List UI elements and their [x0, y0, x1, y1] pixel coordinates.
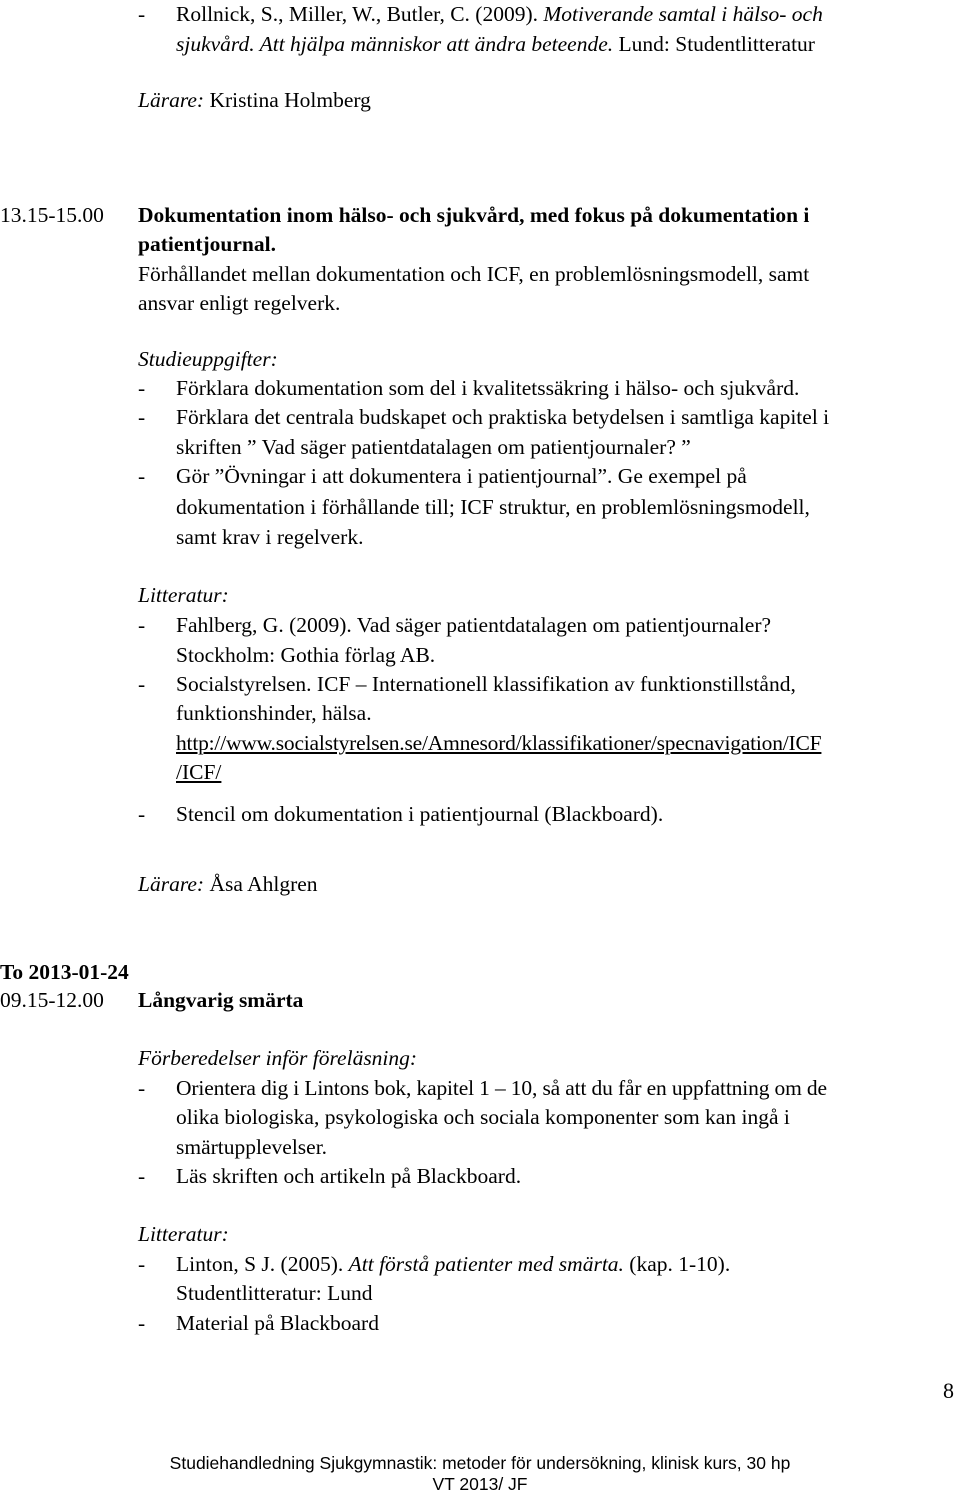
literature-item: Material på Blackboard — [176, 1311, 379, 1335]
list-dash: - — [138, 613, 146, 637]
task-item-cont: dokumentation i förhållande till; ICF struktur, en problemlösningsmodell, — [176, 495, 810, 519]
list-dash: - — [138, 464, 146, 488]
preparation-item-cont: olika biologiska, psykologiska och sociala komponenter som kan ingå i — [176, 1105, 790, 1129]
literature-item: Linton, S J. (2005). Att förstå patienter med smärta. (kap. 1-10). — [176, 1252, 731, 1276]
session-description-cont: ansvar enligt regelverk. — [138, 291, 341, 315]
list-dash: - — [138, 802, 146, 826]
footer-course-title: Studiehandledning Sjukgymnastik: metoder för undersökning, klinisk kurs, 30 hp — [169, 1453, 791, 1473]
preparation-item: Orientera dig i Lintons bok, kapitel 1 – 10, så att du får en uppfattning om de — [176, 1076, 827, 1100]
session-title-cont: patientjournal. — [138, 232, 276, 256]
list-dash: - — [138, 1076, 146, 1100]
study-tasks-heading: Studieuppgifter: — [138, 347, 278, 371]
literature-item-cont: Stockholm: Gothia förlag AB. — [176, 643, 436, 667]
preparation-item: Läs skriften och artikeln på Blackboard. — [176, 1164, 522, 1188]
literature-item: Stencil om dokumentation i patientjournal (Blackboard). — [176, 802, 664, 826]
preparation-item-cont: smärtupplevelser. — [176, 1135, 328, 1159]
list-dash: - — [138, 672, 146, 696]
task-item-cont: skriften ” Vad säger patientdatalagen om patientjournaler? ” — [176, 435, 691, 459]
list-dash: - — [138, 1252, 146, 1276]
socialstyrelsen-link[interactable]: http://www.socialstyrelsen.se/Amnesord/klassifikationer/specnavigation/ICF — [176, 731, 822, 755]
literature-heading: Litteratur: — [138, 583, 229, 607]
literature-item-cont: funktionshinder, hälsa. — [176, 701, 372, 725]
reference-rollnick: Rollnick, S., Miller, W., Butler, C. (2009). Motiverande samtal i hälso- och — [176, 2, 823, 26]
session-description: Förhållandet mellan dokumentation och ICF, en problemlösningsmodell, samt — [138, 262, 810, 286]
literature-item: Fahlberg, G. (2009). Vad säger patientdatalagen om patientjournaler? — [176, 613, 772, 637]
teacher-line: Lärare: Åsa Ahlgren — [138, 872, 318, 896]
task-item-cont: samt krav i regelverk. — [176, 525, 364, 549]
list-dash: - — [138, 405, 146, 429]
preparation-heading: Förberedelser inför föreläsning: — [138, 1046, 418, 1070]
reference-rollnick-cont: sjukvård. Att hjälpa människor att ändra beteende. Lund: Studentlitteratur — [176, 32, 815, 56]
literature-item-cont: Studentlitteratur: Lund — [176, 1281, 373, 1305]
list-dash: - — [138, 1164, 146, 1188]
session-time: 09.15-12.00 — [0, 988, 104, 1012]
list-dash: - — [138, 376, 146, 400]
task-item: Gör ”Övningar i att dokumentera i patientjournal”. Ge exempel på — [176, 464, 747, 488]
socialstyrelsen-link-cont[interactable]: /ICF/ — [176, 760, 222, 784]
footer-term: VT 2013/ JF — [432, 1474, 528, 1494]
list-dash: - — [138, 2, 146, 26]
literature-heading: Litteratur: — [138, 1222, 229, 1246]
session-title: Dokumentation inom hälso- och sjukvård, med fokus på dokumentation i — [138, 203, 810, 227]
task-item: Förklara det centrala budskapet och praktiska betydelsen i samtliga kapitel i — [176, 405, 830, 429]
teacher-line: Lärare: Kristina Holmberg — [138, 88, 371, 112]
task-item: Förklara dokumentation som del i kvalitetssäkring i hälso- och sjukvård. — [176, 376, 800, 400]
session-title: Långvarig smärta — [138, 988, 304, 1012]
session-time: 13.15-15.00 — [0, 203, 104, 227]
list-dash: - — [138, 1311, 146, 1335]
day-heading: To 2013-01-24 — [0, 960, 129, 984]
page-number: 8 — [943, 1378, 954, 1403]
literature-item: Socialstyrelsen. ICF – Internationell klassifikation av funktionstillstånd, — [176, 672, 796, 696]
